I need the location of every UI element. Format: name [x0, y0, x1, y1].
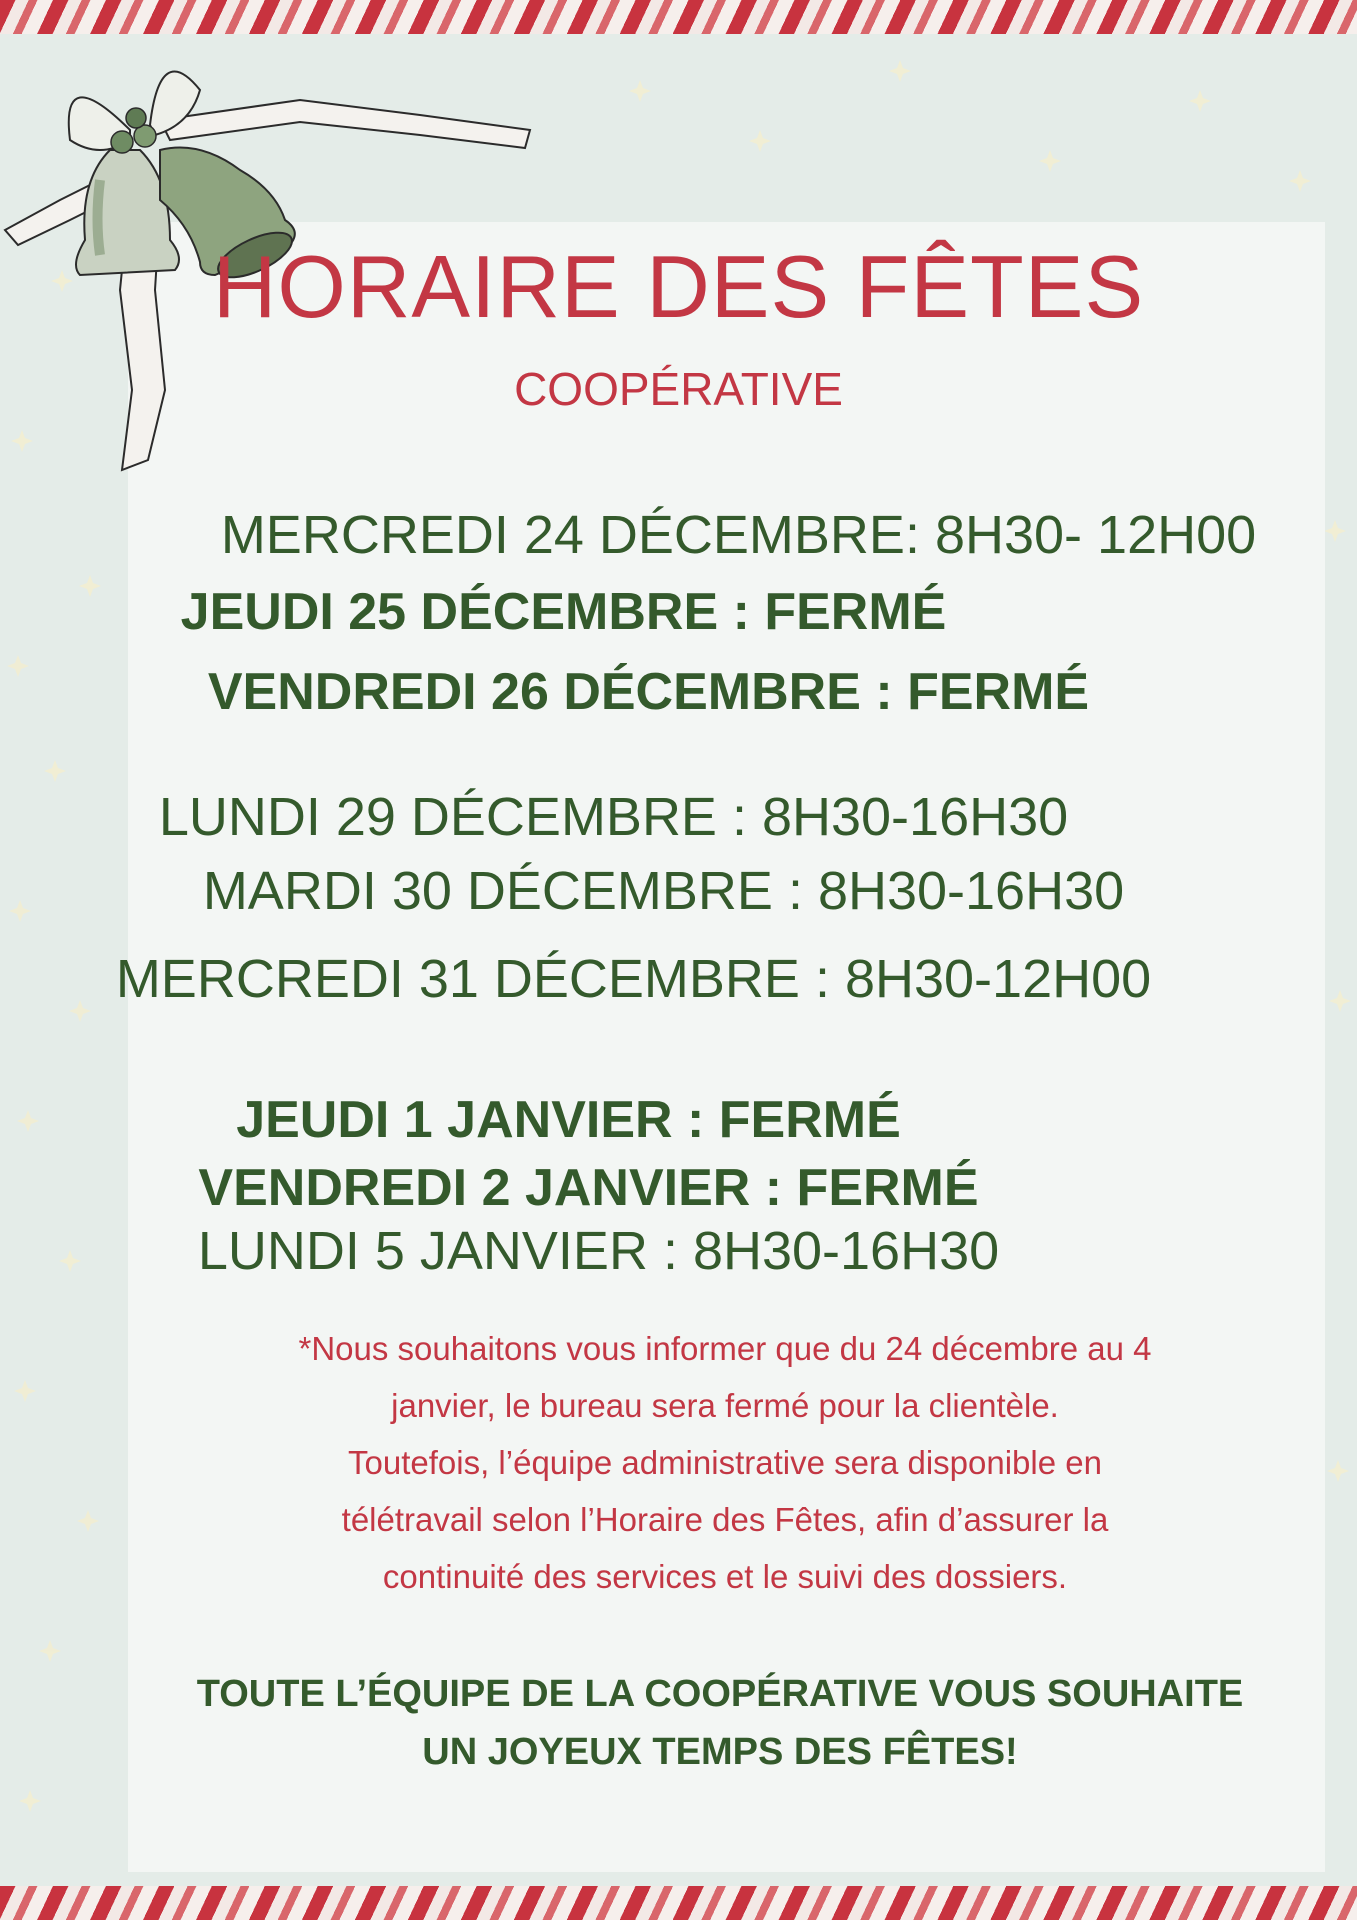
schedule-line-dec-29: LUNDI 29 DÉCEMBRE : 8H30-16H30	[158, 787, 1069, 847]
closure-notice-line: *Nous souhaitons vous informer que du 24 décembre au 4	[298, 1330, 1152, 1367]
closure-notice	[180, 1320, 1270, 1605]
schedule-line-dec-26: VENDREDI 26 DÉCEMBRE : FERMÉ	[207, 663, 1090, 721]
schedule-line-jan-5: LUNDI 5 JANVIER : 8H30-16H30	[197, 1221, 1000, 1281]
schedule-line-jan-2: VENDREDI 2 JANVIER : FERMÉ	[198, 1159, 979, 1217]
closure-notice-line: Toutefois, l’équipe administrative sera disponible en	[348, 1444, 1102, 1481]
schedule-line-dec-31: MERCREDI 31 DÉCEMBRE : 8H30-12H00	[115, 949, 1152, 1009]
closure-notice-line: télétravail selon l’Horaire des Fêtes, afin d’assurer la	[341, 1501, 1109, 1538]
schedule-line-dec-25: JEUDI 25 DÉCEMBRE : FERMÉ	[180, 583, 947, 641]
schedule-line-jan-1: JEUDI 1 JANVIER : FERMÉ	[236, 1091, 901, 1149]
holiday-greeting-line: UN JOYEUX TEMPS DES FÊTES!	[422, 1731, 1018, 1773]
closure-notice-line: continuité des services et le suivi des dossiers.	[382, 1558, 1068, 1595]
schedule-line-dec-24: MERCREDI 24 DÉCEMBRE: 8H30- 12H00	[220, 505, 1257, 565]
holiday-greeting-line: TOUTE L’ÉQUIPE DE LA COOPÉRATIVE VOUS SOUHAITE	[196, 1673, 1244, 1715]
schedule-line-dec-30: MARDI 30 DÉCEMBRE : 8H30-16H30	[202, 861, 1125, 921]
closure-notice-line: janvier, le bureau sera fermé pour la clientèle.	[391, 1387, 1059, 1424]
page-subtitle: COOPÉRATIVE	[514, 363, 843, 415]
page-title: HORAIRE DES FÊTES	[212, 237, 1145, 336]
holiday-greeting	[150, 1665, 1290, 1781]
